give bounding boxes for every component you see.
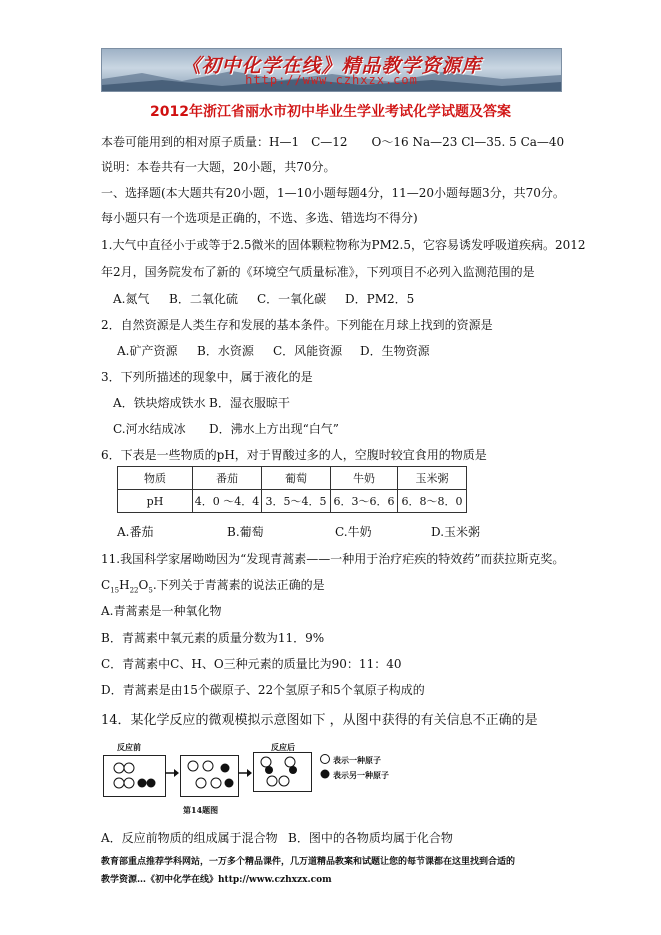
legend-black-label: 表示另一种原子 [333, 770, 389, 780]
ph-table [117, 466, 467, 513]
table-cell: 4．0 ～4．4 [193, 490, 262, 513]
footer-line2: 教学资源…《初中化学在线》http://www.czhxzx.com [101, 875, 332, 885]
q11-option-d: D．青蒿素是由15个碳原子、22个氢原子和5个氧原子构成的 [101, 683, 425, 697]
q6-option-d: D.玉米粥 [431, 525, 481, 539]
q2-option-c: C．风能资源 [273, 344, 343, 358]
q3-options-row2 [113, 420, 339, 437]
table-header-cell: 番茄 [193, 467, 262, 490]
q2-option-b: B．水资源 [197, 344, 254, 358]
table-row [118, 490, 467, 513]
section-heading-line2: 每小题只有一个选项是正确的，不选、多选、错选均不得分) [101, 211, 418, 225]
q2-options [117, 342, 430, 359]
table-cell: 6．3～6．6 [331, 490, 398, 513]
q11-text-line1: 11.我国科学家屠呦呦因为“发现青蒿素——一种用于治疗疟疾的特效药”而获拉斯克奖。 [101, 552, 565, 566]
q3-options-row1 [113, 394, 290, 411]
q14-text: 14．某化学反应的微观模拟示意图如下 ，从图中获得的有关信息不正确的是 [101, 713, 538, 728]
reaction-diagram [101, 742, 431, 822]
banner-url-link[interactable]: http://www.czhxzx.com [245, 73, 418, 87]
atomic-masses-text: 本卷可能用到的相对原子质量：H—1 C—12 O～16 Na—23 Cl—35. 5 Ca—40 [101, 135, 565, 149]
q11-option-a: A.青蒿素是一种氧化物 [101, 604, 222, 618]
footer-line1: 教育部重点推荐学科网站，一万多个精品课件，几万道精品教案和试题让您的每节课都在这里找到合适的 [101, 857, 516, 867]
q1-option-d: D．PM2．5 [345, 292, 415, 306]
header-banner [101, 48, 562, 92]
q11-question: .下列关于青蒿素的说法正确的是 [152, 578, 325, 592]
q6-option-c: C.牛奶 [335, 525, 372, 539]
after-box [253, 752, 312, 792]
q1-option-a: A.氮气 [113, 292, 150, 306]
banner-title: 《初中化学在线》精品教学资源库 [181, 55, 482, 77]
q14-option-a: A．反应前物质的组成属于混合物 [101, 831, 278, 845]
legend-white-label: 表示一种原子 [333, 755, 381, 765]
q3-option-c: C.河水结成冰 [113, 422, 186, 436]
q6-option-b: B.葡萄 [227, 525, 264, 539]
before-label: 反应前 [117, 742, 141, 752]
q6-text: 6．下表是一些物质的pH，对于胃酸过多的人，空腹时较宜食用的物质是 [101, 448, 487, 462]
legend-icons [319, 753, 331, 781]
table-header-cell: 牛奶 [331, 467, 398, 490]
table-header-row [118, 467, 467, 490]
table-cell: pH [118, 490, 193, 513]
page-title: 2012年浙江省丽水市初中毕业生学业考试化学试题及答案 [150, 104, 511, 120]
arrow-icon [237, 768, 253, 778]
figure-caption: 第14题图 [183, 805, 219, 815]
formula-h: H [119, 578, 130, 592]
before-molecules [104, 756, 165, 796]
formula-c: C [101, 578, 111, 592]
q14-options [101, 829, 453, 846]
table-header-cell: 物质 [118, 467, 193, 490]
exam-note-text: 说明：本卷共有一大题，20小题，共70分。 [101, 160, 336, 174]
q2-option-d: D．生物资源 [360, 344, 430, 358]
q1-option-b: B．二氧化硫 [169, 292, 238, 306]
formula-c-sub: 15 [110, 586, 120, 595]
q6-options [117, 523, 480, 540]
q14-option-b: B．图中的各物质均属于化合物 [288, 831, 453, 845]
before-box [103, 755, 166, 797]
middle-box [180, 755, 239, 797]
table-cell: 6．8～8．0 [398, 490, 467, 513]
after-molecules [254, 753, 311, 791]
q2-text: 2．自然资源是人类生存和发展的基本条件。下列能在月球上找到的资源是 [101, 318, 493, 332]
q11-text-line2 [101, 576, 325, 594]
section-heading-line1: 一、选择题(本大题共有20小题，1—10小题每题4分，11—20小题每题3分，共70分。 [101, 186, 565, 200]
formula-o-sub: 5 [148, 586, 153, 595]
q6-option-a: A.番茄 [117, 525, 154, 539]
arrow-icon [164, 768, 180, 778]
q3-option-a: A．铁块熔成铁水 [113, 396, 206, 410]
q1-option-c: C．一氧化碳 [257, 292, 327, 306]
q11-option-c: C．青蒿素中C、H、O三种元素的质量比为90：11：40 [101, 657, 402, 671]
q11-option-b: B．青蒿素中氧元素的质量分数为11．9% [101, 631, 325, 645]
table-cell: 3．5～4．5 [262, 490, 331, 513]
formula-o: O [138, 578, 149, 592]
formula-h-sub: 22 [129, 586, 139, 595]
after-label: 反应后 [271, 742, 295, 752]
q1-text-line2: 年2月，国务院发布了新的《环境空气质量标准》，下列项目不必列入监测范围的是 [101, 265, 535, 279]
middle-atoms [181, 756, 238, 796]
q3-option-d: D．沸水上方出现“白气” [209, 422, 339, 436]
table-header-cell: 葡萄 [262, 467, 331, 490]
q1-text-line1: 1.大气中直径小于或等于2.5微米的固体颗粒物称为PM2.5，它容易诱发呼吸道疾病。2012 [101, 238, 586, 252]
q3-option-b: B．湿衣服晾干 [209, 396, 290, 410]
q1-options [113, 290, 414, 307]
q2-option-a: A.矿产资源 [117, 344, 178, 358]
q3-text: 3．下列所描述的现象中，属于液化的是 [101, 370, 313, 384]
table-header-cell: 玉米粥 [398, 467, 467, 490]
